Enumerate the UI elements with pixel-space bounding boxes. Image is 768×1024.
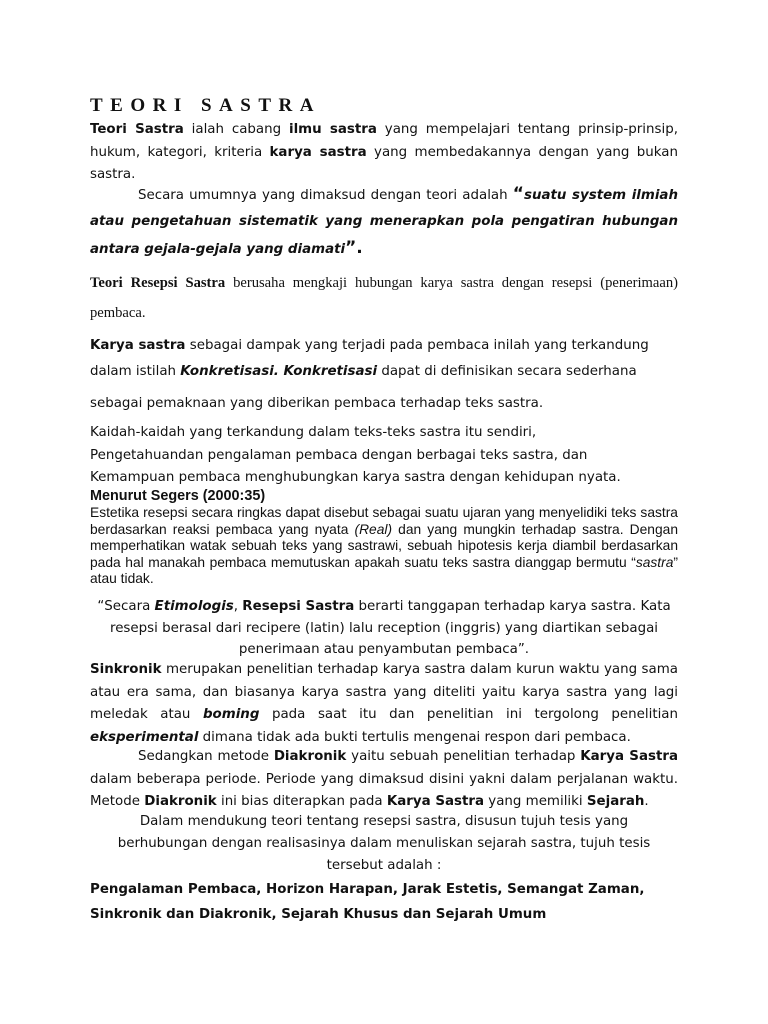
quote-line-1: “Secara Etimologis, Resepsi Sastra berarti tanggapan terhadap karya sastra. Kata <box>97 599 671 614</box>
term-karya-sastra: Karya Sastra <box>386 794 485 809</box>
quote-line-3: penerimaan atau penyambutan pembaca”. <box>238 642 530 657</box>
reception-paragraph: Teori Resepsi Sastra berusaha mengkaji hubungan karya sastra dengan resepsi (penerimaan) pembaca. <box>90 275 678 321</box>
sinkronik-paragraph: Sinkronik merupakan penelitian terhadap karya sastra dalam kurun waktu yang sama atau era sama, dan biasanya karya sastra yang diteliti yaitu karya sastra yang lagi meledak atau boming pada saat itu dan penelitian ini tergolong penelitian eksperimental dimana tidak ada bukti tertulis mengenai respon dari pembaca. <box>90 662 678 745</box>
tesis-list-line-2: Sinkronik dan Diakronik, Sejarah Khusus dan Sejarah Umum <box>90 907 547 922</box>
term-real: (Real) <box>354 521 393 537</box>
term-diakronik: Diakronik <box>144 794 217 809</box>
konkretisasi-paragraph <box>90 333 678 417</box>
quote-line-2: resepsi berasal dari recipere (latin) lalu reception (inggris) yang diartikan sebagai <box>109 620 659 636</box>
konkretisasi-line-1: Karya sastra sebagai dampak yang terjadi pada pembaca inilah yang terkandung <box>90 338 649 353</box>
term-karya-sastra: Karya sastra <box>90 338 186 353</box>
konkretisasi-line-2: dalam istilah Konkretisasi. Konkretisasi dapat di definisikan secara sederhana <box>90 364 637 379</box>
list-item: Kemampuan pembaca menghubungkan karya sastra dengan kehidupan nyata. <box>90 470 621 485</box>
term-eksperimental: eksperimental <box>90 729 199 745</box>
tesis-line-2: berhubungan dengan realisasinya dalam menuliskan sejarah sastra, tujuh tesis <box>117 836 651 851</box>
segers-paragraph: Estetika resepsi secara ringkas dapat disebut sebagai suatu ujaran yang menyelidiki teks sastra berdasarkan reaksi pembaca yang nyata (Real) dan yang mungkin terhadap sastra. Dengan memperhatikan watak sebuah teks yang sastrawi, sebuah hipotesis kerja diambil berdasarkan pada hal manakah pembaca memutuskan apakah suatu teks sastra dianggap bermutu “sastra” atau tidak. <box>90 505 679 586</box>
theory-definition: suatu system ilmiah atau pengetahuan sistematik yang menerapkan pola pengatiran hubungan antara gejala-gejala yang diamati <box>90 188 678 257</box>
term-teori-resepsi: Teori Resepsi Sastra <box>90 275 226 291</box>
term-sinkronik: Sinkronik <box>90 662 162 677</box>
tesis-list <box>90 877 678 927</box>
term-konkretisasi: Konkretisasi. Konkretisasi <box>180 364 378 379</box>
list-item: Pengetahuandan pengalaman pembaca dengan berbagai teks sastra, dan <box>90 447 588 463</box>
diakronik-paragraph: Sedangkan metode Diakronik yaitu sebuah penelitian terhadap Karya Sastra dalam beberapa periode. Periode yang dimaksud disini yakni dalam perjalanan waktu. Metode Diakronik ini bias diterapkan pada Karya Sastra yang memiliki Sejarah. <box>90 749 678 809</box>
konkretisasi-line-3: sebagai pemaknaan yang diberikan pembaca terhadap teks sastra. <box>90 396 544 411</box>
page-title: TEORI SASTRA <box>90 95 321 116</box>
term-sejarah: Sejarah <box>586 794 645 809</box>
term-etimologis: Etimologis <box>154 599 234 614</box>
tesis-paragraph <box>90 811 678 877</box>
term-ilmu-sastra: ilmu sastra <box>288 122 377 137</box>
theory-paragraph: Secara umumnya yang dimaksud dengan teori adalah “suatu system ilmiah atau pengetahuan sistematik yang menerapkan pola pengatiran hubungan antara gejala-gejala yang diamati”. <box>90 184 678 258</box>
list-item: Kaidah-kaidah yang terkandung dalam teks-teks sastra itu sendiri, <box>90 425 537 440</box>
term-teori-sastra: Teori Sastra <box>90 122 184 137</box>
term-resepsi-sastra: Resepsi Sastra <box>242 599 355 614</box>
term-boming: boming <box>202 707 260 722</box>
tesis-line-1: Dalam mendukung teori tentang resepsi sastra, disusun tujuh tesis yang <box>139 814 629 829</box>
definition-paragraph: Teori Sastra ialah cabang ilmu sastra yang mempelajari tentang prinsip-prinsip, hukum, kategori, kriteria karya sastra yang membedakannya dengan yang bukan sastra. <box>90 122 678 182</box>
tesis-list-line-1: Pengalaman Pembaca, Horizon Harapan, Jarak Estetis, Semangat Zaman, <box>90 882 645 897</box>
term-sastra-quoted: sastra <box>635 554 674 570</box>
term-diakronik: Diakronik <box>273 749 347 764</box>
term-karya-sastra: karya sastra <box>269 144 367 160</box>
etimologis-quote <box>90 596 678 661</box>
criteria-list <box>90 422 678 490</box>
tesis-line-3: tersebut adalah : <box>326 858 442 873</box>
segers-heading: Menurut Segers (2000:35) <box>90 488 266 504</box>
term-karya-sastra: Karya Sastra <box>580 749 678 764</box>
